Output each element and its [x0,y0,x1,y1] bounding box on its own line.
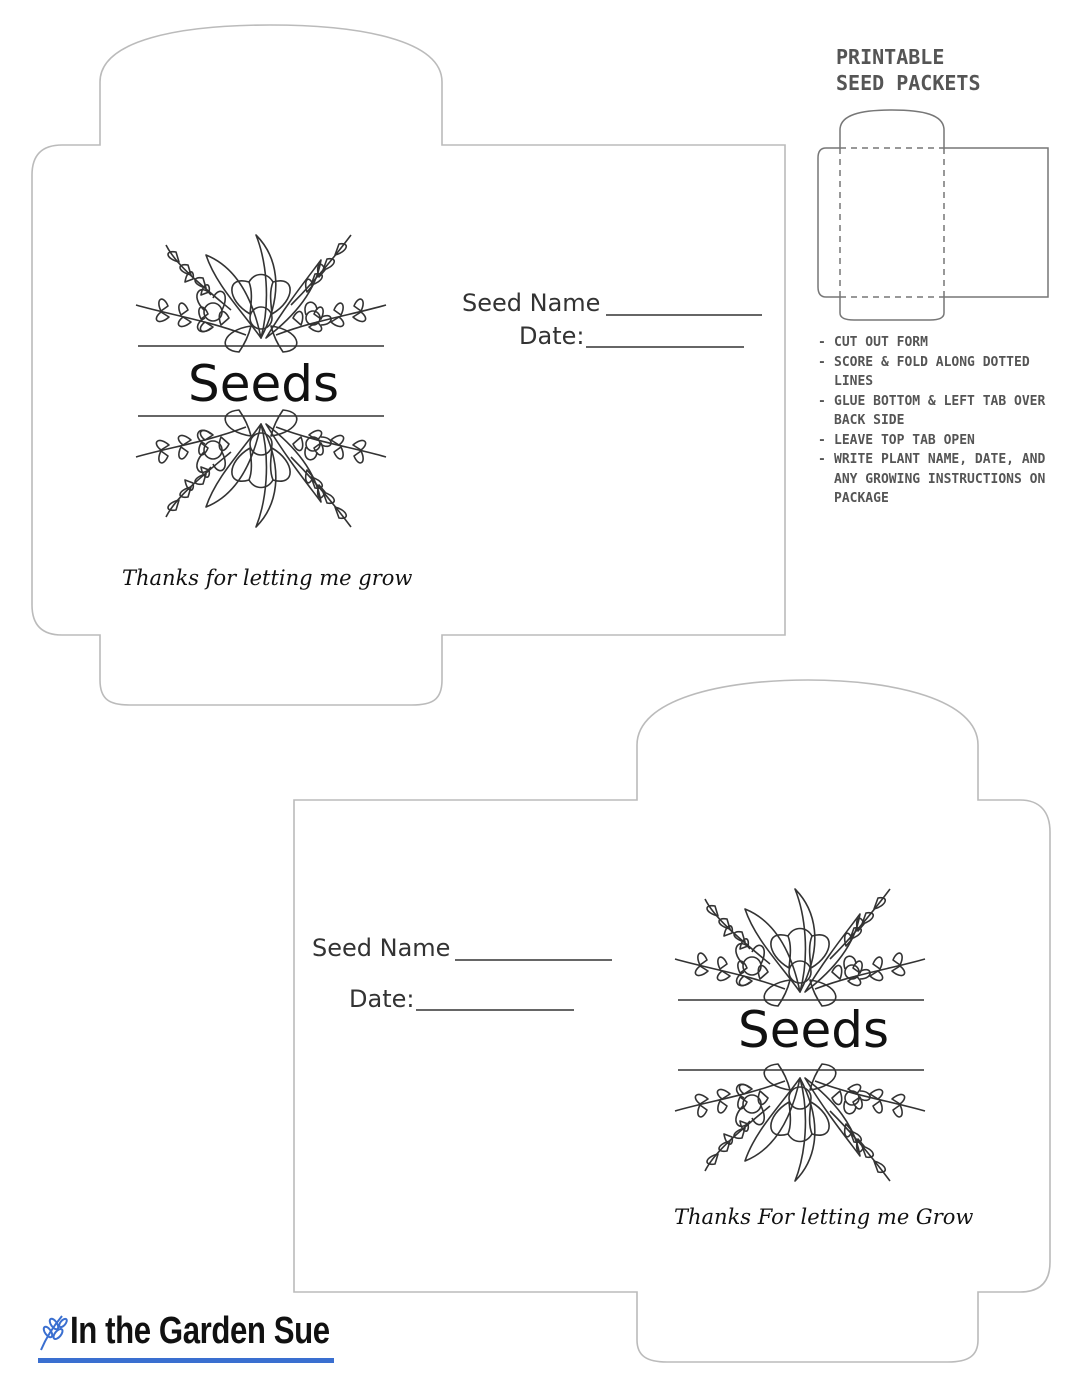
bullet-icon: - [818,354,826,370]
instruction-text: CUT OUT FORM [834,335,928,350]
instructions-list [818,333,1058,509]
packet-bottom-outline [294,680,1050,1362]
bullet-icon: - [818,335,826,350]
leaf-sprig-icon [38,1310,68,1354]
thanks-message: Thanks for letting me grow [122,566,413,590]
header-line-2: SEED PACKETS [836,71,981,95]
instruction-item [818,353,1058,392]
instruction-text: GLUE BOTTOM & LEFT TAB OVER BACK SIDE [834,393,1046,428]
packet-diagram [818,110,1048,320]
packet-title: Seeds [188,355,340,413]
date-label: Date: [349,985,415,1013]
brand-underline [38,1358,334,1363]
instruction-item [818,392,1058,431]
thanks-message: Thanks For letting me Grow [674,1205,974,1229]
bullet-icon: - [818,452,826,467]
packet-title: Seeds [738,1001,890,1059]
date-label: Date: [519,322,585,350]
instruction-item [818,333,1058,353]
instruction-text: LEAVE TOP TAB OPEN [834,432,975,448]
instruction-text: WRITE PLANT NAME, DATE, AND ANY GROWING INSTRUCTIONS ON PACKAGE [834,452,1046,506]
seed-name-label: Seed Name [312,934,451,962]
bullet-icon: - [818,432,826,448]
brand-name: In the Garden Sue [70,1310,330,1352]
seed-name-label: Seed Name [462,289,601,317]
header-line-1: PRINTABLE [836,45,945,69]
bullet-icon: - [818,393,826,409]
instruction-item [818,450,1058,509]
page-header [836,44,981,96]
instruction-text: SCORE & FOLD ALONG DOTTED LINES [834,354,1030,389]
packet-top-outline [32,25,785,705]
instruction-item [818,431,1058,451]
